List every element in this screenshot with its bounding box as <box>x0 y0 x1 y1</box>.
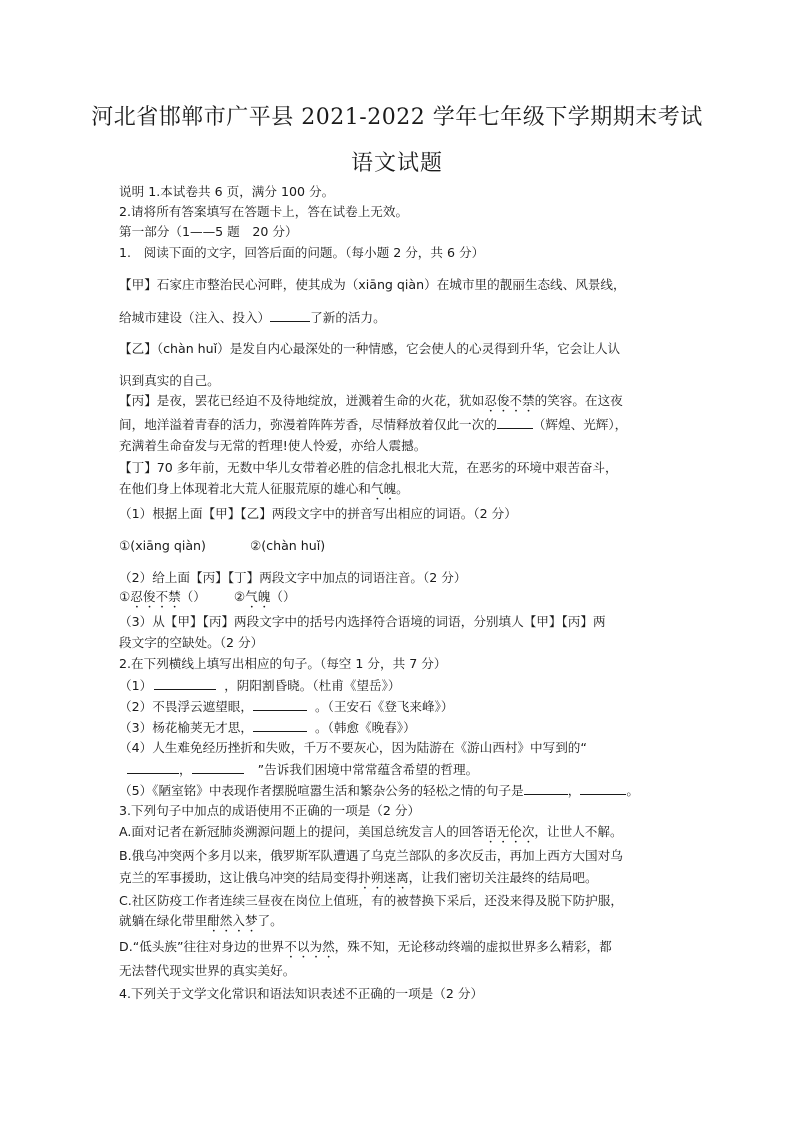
item-text: 。 <box>626 783 639 798</box>
sub-question-2-items <box>119 589 296 611</box>
dotted-idiom: 语无伦次 <box>484 824 535 839</box>
option-c[interactable] <box>119 913 283 935</box>
option-c[interactable]: C.社区防疫工作者连续三昼夜在岗位上值班，有的被替换下采后，还没来得及脱下防护服， <box>119 893 623 908</box>
fill-item <box>119 782 639 799</box>
item-text: （2）不畏浮云遮望眼， <box>119 699 253 714</box>
passage-ding: 【丁】70 多年前，无数中华儿女带着必胜的信念扎根北大荒，在恶劣的环境中艰苦奋斗， <box>119 460 618 475</box>
passage-text: 的笑容。在这夜 <box>534 393 623 408</box>
section-heading: 第一部分（1——5 题 20 分） <box>119 224 298 239</box>
option-d[interactable]: 无法替代现实世界的真实美好。 <box>119 963 296 978</box>
answer-blank[interactable] <box>253 719 307 732</box>
option-text: ，殊不知，无论移动终端的虚拟世界多么精彩，都 <box>334 939 612 954</box>
option-text: A.面对记者在新冠肺炎溯源问题上的提问，美国总统发言人的回答 <box>119 824 485 839</box>
fill-item <box>119 719 416 736</box>
option-text: ，让我们密切关注最终的结局吧。 <box>408 870 598 885</box>
item-text: ， <box>179 762 192 777</box>
option-text: ，让世人不解。 <box>534 824 623 839</box>
item-text: ，阴阳割昏晓。（杜甫《望岳》） <box>224 678 401 693</box>
item-text: （3）杨花榆荚无才思， <box>119 720 253 735</box>
passage-bing <box>119 393 623 415</box>
question-4-stem: 4.下列关于文学文化常识和语法知识表述不正确的一项是（2 分） <box>119 986 484 1001</box>
option-a[interactable] <box>119 824 623 846</box>
dotted-word: 忍俊不禁 <box>484 393 535 408</box>
item-number: ① <box>119 589 131 604</box>
item-number: ② <box>233 589 246 604</box>
answer-blank[interactable] <box>524 782 568 795</box>
passage-yi: 识到真实的自己。 <box>119 373 220 388</box>
dotted-idiom: 扑朔迷离 <box>358 870 409 885</box>
passage-yi: 【乙】（chàn huǐ）是发自内心最深处的一种情感，它会使人的心灵得到升华，它会让人认 <box>119 341 621 356</box>
instruction-line: 2.请将所有答案填写在答题卡上，答在试卷上无效。 <box>119 204 409 219</box>
item-text: （5）《陋室铭》中表现作者摆脱喧嚣生活和繁杂公务的轻松之情的句子是 <box>119 783 524 798</box>
passage-jia <box>119 309 386 326</box>
answer-parens[interactable]: （） <box>180 589 206 604</box>
fill-item <box>119 677 401 694</box>
passage-text: 。 <box>396 481 409 496</box>
option-text: 克兰的军事援助，这让俄乌冲突的结局变得 <box>119 870 359 885</box>
pinyin-item: ①(xiāng qiàn) <box>119 538 206 553</box>
option-text: 了。 <box>257 913 283 928</box>
answer-blank[interactable] <box>192 761 244 774</box>
sub-question-3: 段文字的空缺处。（2 分） <box>119 635 264 650</box>
sub-question-2: （2）给上面【丙】【丁】两段文字中加点的词语注音。（2 分） <box>119 570 467 585</box>
item-text: ”告诉我们困境中常常蕴含希望的哲理。 <box>257 762 479 777</box>
passage-text: 了新的活力。 <box>310 310 386 325</box>
answer-blank[interactable] <box>127 761 179 774</box>
fill-item <box>119 761 478 778</box>
passage-text: 【丙】是夜，罢花已经迫不及待地绽放，迸溅着生命的火花，犹如 <box>119 393 485 408</box>
answer-blank[interactable] <box>154 677 216 690</box>
dotted-idiom: 酣然入梦 <box>207 913 258 928</box>
option-text: 就躺在绿化带里 <box>119 913 208 928</box>
passage-ding <box>119 481 409 503</box>
passage-text: 间，地洋溢着青春的活力，弥漫着阵阵芳香，尽情释放着仅此一次的 <box>119 417 497 432</box>
dotted-word: 气魄 <box>370 481 397 496</box>
dotted-word: 忍俊不禁 <box>130 589 181 604</box>
passage-bing <box>119 416 627 433</box>
answer-blank[interactable] <box>580 782 626 795</box>
answer-blank[interactable] <box>270 309 310 322</box>
passage-bing: 充满着生命奋发与无常的哲理!使人怜爱，亦给人震撼。 <box>119 438 427 453</box>
option-b[interactable]: B.俄乌冲突两个多月以来，俄罗斯军队遭遇了乌克兰部队的多次反击，再加上西方大国对乌 <box>119 848 623 863</box>
fill-item <box>119 698 453 715</box>
pinyin-item: ②(chàn huǐ) <box>249 538 326 553</box>
item-text: 。（韩愈《晚春》） <box>314 720 416 735</box>
fill-item: （4）人生难免经历挫折和失败，千万不要灰心，因为陆游在《游山西村》中写到的“ <box>119 740 587 755</box>
passage-jia: 【甲】石家庄市整治民心河畔，使其成为（xiāng qiàn）在城市里的靓丽生态线、风景线， <box>119 277 626 292</box>
item-text: ， <box>567 783 581 798</box>
option-d[interactable] <box>119 939 612 961</box>
option-text: D.“低头族”往往对身边的世界 <box>119 939 285 954</box>
answer-blank[interactable] <box>253 698 307 711</box>
question-2-stem: 2.在下列横线上填写出相应的句子。（每空 1 分，共 7 分） <box>119 656 447 671</box>
answer-blank[interactable] <box>497 416 533 429</box>
question-3-stem: 3.下列句子中加点的成语使用不正确的一项是（2 分） <box>119 803 421 818</box>
item-text: 。（王安石《登飞来峰》） <box>314 699 454 714</box>
question-1-stem: 1. 阅读下面的文字，回答后面的问题。（每小题 2 分，共 6 分） <box>119 245 485 260</box>
sub-question-1: （1）根据上面【甲】【乙】两段文字中的拼音写出相应的词语。（2 分） <box>119 506 517 521</box>
option-b[interactable] <box>119 870 598 892</box>
passage-text: （辉煌、光辉）， <box>532 417 628 432</box>
passage-text: 给城市建设（注入、投入） <box>119 310 271 325</box>
exam-subtitle: 语文试题 <box>350 151 443 176</box>
exam-title: 河北省邯郸市广平县 2021-2022 学年七年级下学期期末考试 <box>91 105 703 130</box>
passage-text: 在他们身上体现着北大荒人征服荒原的雄心和 <box>119 481 371 496</box>
dotted-word: 气魄 <box>245 589 271 604</box>
dotted-idiom: 不以为然 <box>284 939 335 954</box>
instruction-line: 说明 1.本试卷共 6 页，满分 100 分。 <box>119 184 335 199</box>
answer-parens[interactable]: （） <box>270 589 296 604</box>
item-number: （1） <box>119 678 153 693</box>
sub-question-3: （3）从【甲】【丙】两段文字中的括号内选择符合语境的词语，分别填人【甲】【丙】两 <box>119 614 606 629</box>
sub-question-1-items <box>119 538 325 554</box>
